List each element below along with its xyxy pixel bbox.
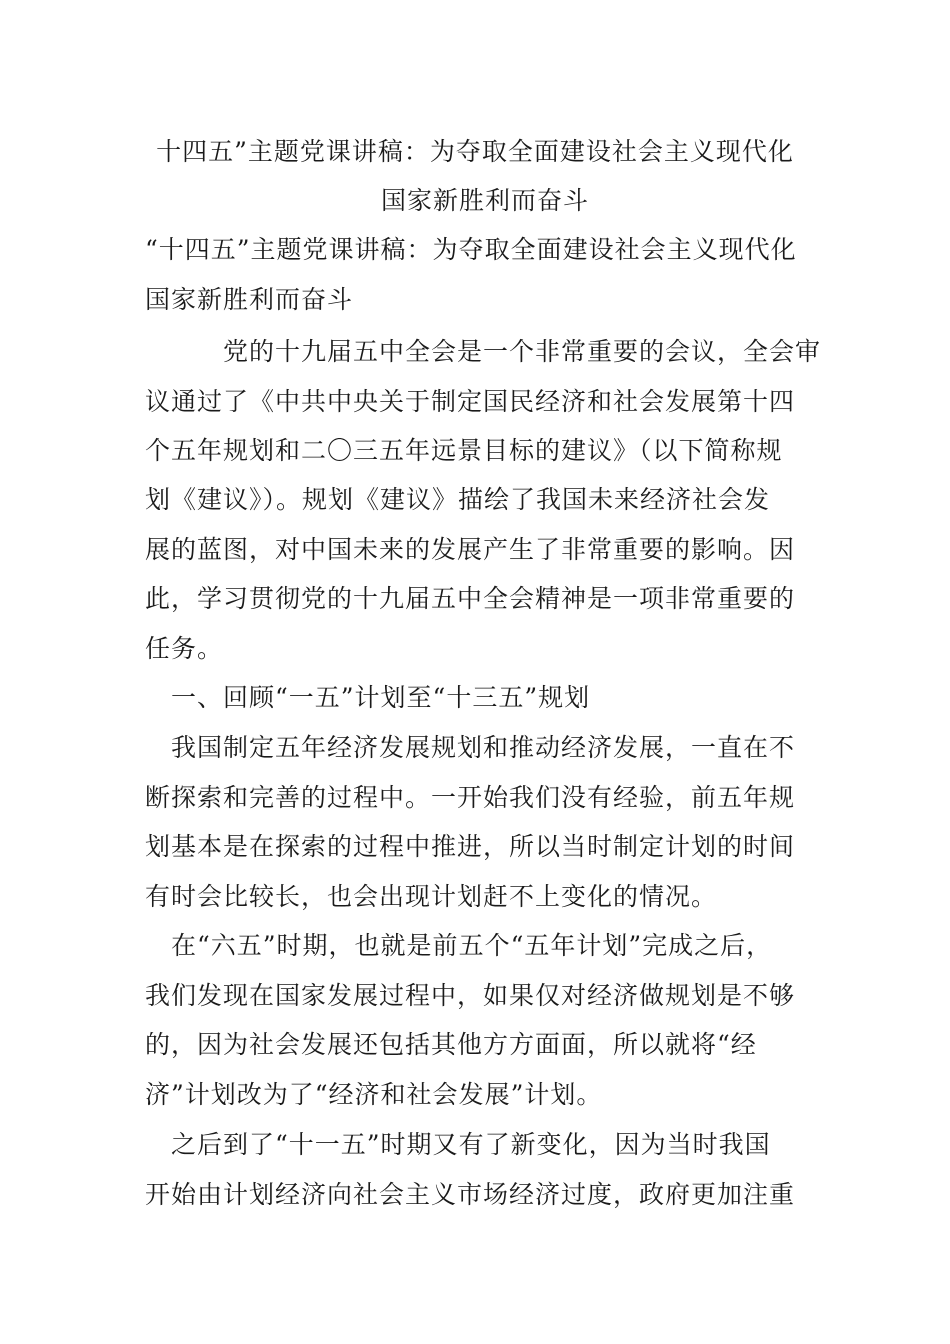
paragraph-line: 的，因为社会发展还包括其他方方面面，所以就将“经 bbox=[145, 1030, 757, 1059]
document-title-line-2: 国家新胜利而奋斗 bbox=[380, 186, 589, 215]
paragraph-line: 在“六五”时期，也就是前五个“五年计划”完成之后， bbox=[145, 931, 773, 960]
paragraph-line: 我国制定五年经济发展规划和推动经济发展，一直在不 bbox=[145, 733, 796, 762]
paragraph-line: 党的十九届五中全会是一个非常重要的会议，全会审 bbox=[145, 337, 822, 366]
section-heading: 一、回顾“一五”计划至“十三五”规划 bbox=[145, 683, 591, 712]
paragraph-line: 划《建议》）。规划《建议》描绘了我国未来经济社会发 bbox=[145, 485, 771, 514]
paragraph-line: 议通过了《中共中央关于制定国民经济和社会发展第十四 bbox=[145, 387, 796, 416]
body-heading-line-1: “十四五”主题党课讲稿：为夺取全面建设社会主义现代化 bbox=[145, 235, 797, 264]
paragraph-line: 开始由计划经济向社会主义市场经济过度，政府更加注重 bbox=[145, 1180, 796, 1209]
paragraph-line: 个五年规划和二〇三五年远景目标的建议》（以下简称规 bbox=[145, 436, 783, 465]
body-heading-line-2: 国家新胜利而奋斗 bbox=[145, 285, 354, 314]
paragraph-line: 之后到了“十一五”时期又有了新变化，因为当时我国 bbox=[145, 1130, 771, 1159]
paragraph-line: 我们发现在国家发展过程中，如果仅对经济做规划是不够 bbox=[145, 981, 796, 1010]
paragraph-line: 断探索和完善的过程中。一开始我们没有经验，前五年规 bbox=[145, 783, 796, 812]
paragraph-line: 划基本是在探索的过程中推进，所以当时制定计划的时间 bbox=[145, 832, 796, 861]
document-title-line-1: 十四五”主题党课讲稿：为夺取全面建设社会主义现代化 bbox=[156, 137, 794, 166]
paragraph-line: 济”计划改为了“经济和社会发展”计划。 bbox=[145, 1080, 603, 1109]
paragraph-line: 展的蓝图，对中国未来的发展产生了非常重要的影响。因 bbox=[145, 535, 796, 564]
paragraph-line: 任务。 bbox=[145, 634, 224, 663]
paragraph-line: 此，学习贯彻党的十九届五中全会精神是一项非常重要的 bbox=[145, 584, 796, 613]
paragraph-line: 有时会比较长，也会出现计划赶不上变化的情况。 bbox=[145, 882, 718, 911]
